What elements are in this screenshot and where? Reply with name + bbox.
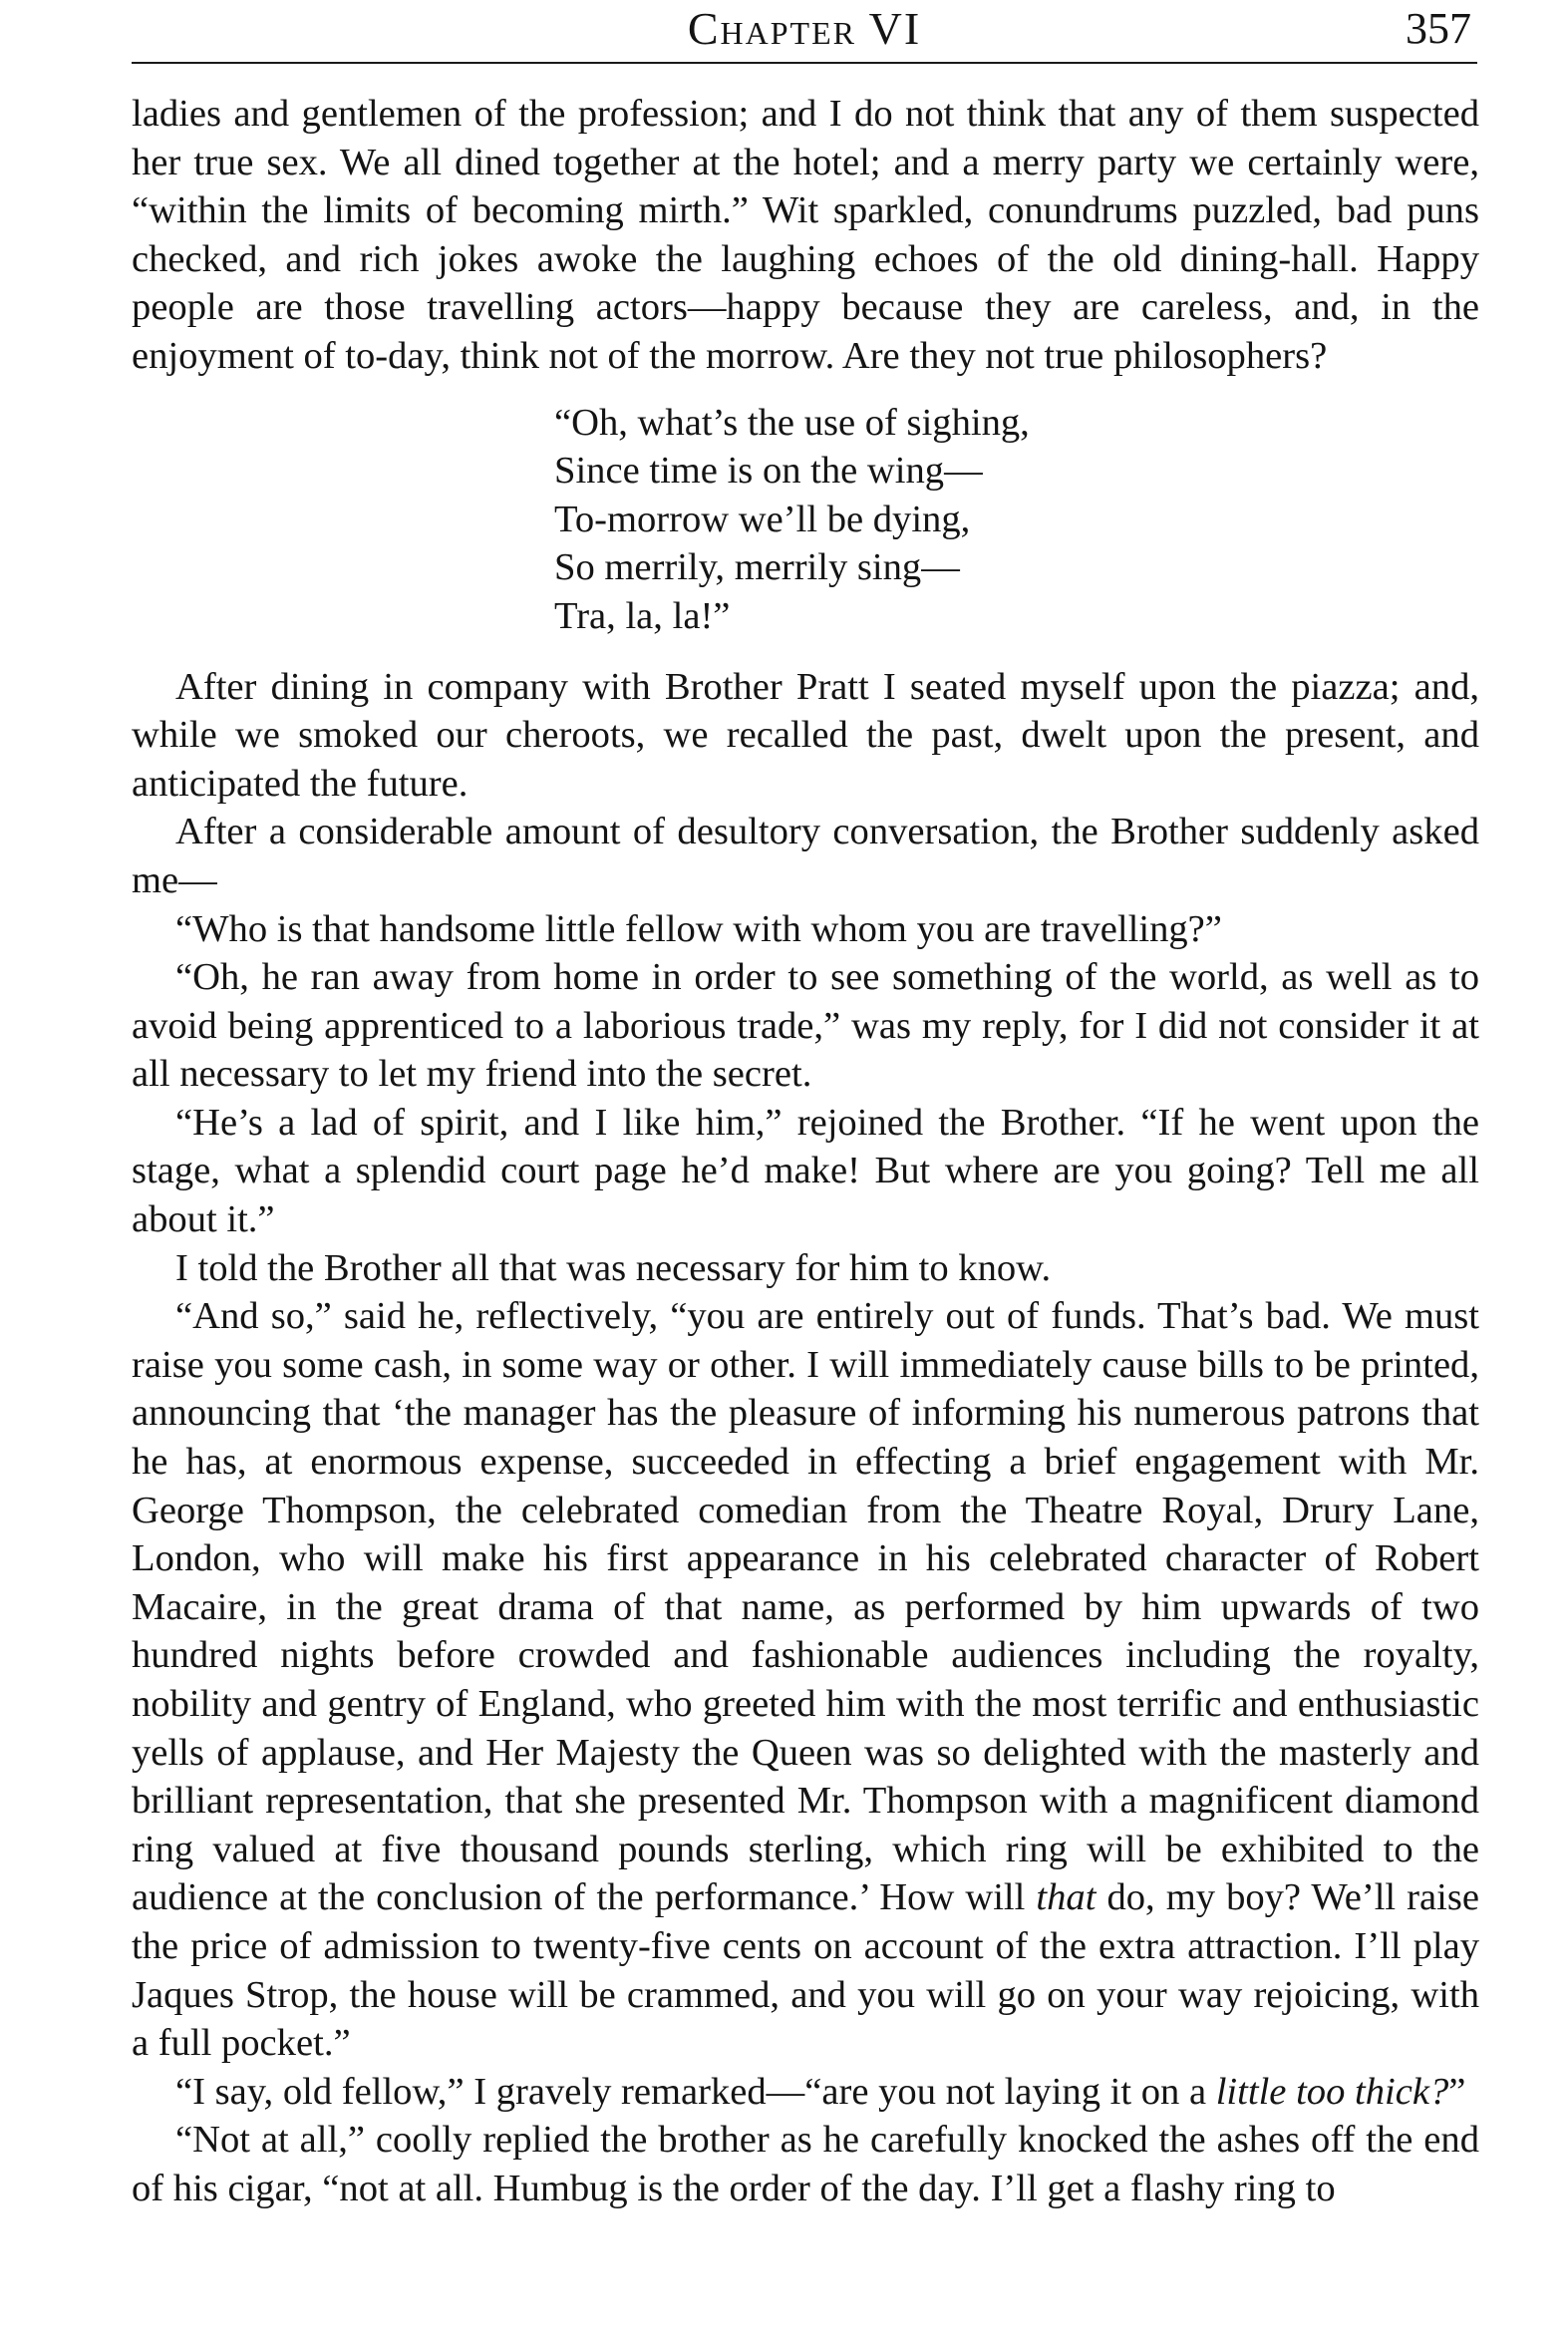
paragraph-7: I told the Brother all that was necessary for him to know. bbox=[175, 1246, 1052, 1289]
chapter-title: Chapter VI bbox=[687, 3, 922, 54]
verse-line-2: Since time is on the wing— bbox=[554, 450, 983, 493]
paragraph-9-end: ” bbox=[1448, 2070, 1466, 2113]
paragraph-2: After dining in company with Brother Pratt I seated myself upon the piazza; and, while we smoked our cheroots, we recalled the past, dwelt upon the present, and anticipated the future. bbox=[132, 665, 1479, 805]
paragraph-3: After a considerable amount of desultory conversation, the Brother suddenly asked me— bbox=[132, 811, 1479, 901]
verse-line-5: Tra, la, la!” bbox=[554, 594, 731, 637]
paragraph-9 bbox=[132, 2068, 1479, 2117]
paragraph-5: “Oh, he ran away from home in order to see something of the world, as well as to avoid being apprenticed to a laborious trade,” was my reply, for I did not consider it at all necessary to let my friend into the secret. bbox=[132, 956, 1479, 1096]
verse-line-1: “Oh, what’s the use of sighing, bbox=[554, 401, 1030, 444]
paragraph-10: “Not at all,” coolly replied the brother as he carefully knocked the ashes off the end of his cigar, “not at all. Humbug is the order of the day. I’ll get a flashy ring to bbox=[132, 2119, 1479, 2209]
body-text bbox=[132, 90, 1479, 2213]
paragraph-8 bbox=[132, 1292, 1479, 2068]
paragraph-9-italic: little too thick? bbox=[1215, 2070, 1449, 2113]
verse-block bbox=[554, 399, 1479, 641]
paragraph-1: ladies and gentlemen of the profession; and I do not think that any of them suspected her true sex. We all dined together at the hotel; and a merry party we certainly were, “within the limits of becoming mirth.” Wit sparkled, conundrums puzzled, bad puns checked, and rich jokes awoke the laughing echoes of the old dining-hall. Happy people are those travelling actors—happy because they are careless, and, in the enjoyment of to-day, think not of the morrow. Are they not true philosophers? bbox=[132, 93, 1479, 377]
paragraph-8-end: do, my boy? We’ll raise the price of admission to twenty-five cents on account of the extra attraction. I’ll play Jaques Strop, the house will be crammed, and you will go on your way rejoicing, with a full pocket.” bbox=[132, 1876, 1480, 2065]
verse-line-4: So merrily, merrily sing— bbox=[554, 546, 960, 589]
paragraph-8-italic: that bbox=[1036, 1876, 1097, 1919]
paragraph-9-text: “I say, old fellow,” I gravely remarked—“are you not laying it on a bbox=[175, 2070, 1216, 2113]
verse-line-3: To-morrow we’ll be dying, bbox=[554, 498, 971, 540]
paragraph-6: “He’s a lad of spirit, and I like him,” rejoined the Brother. “If he went upon the stage, what a splendid court page he’d make! But where are you going? Tell me all about it.” bbox=[132, 1101, 1479, 1241]
page-number: 357 bbox=[1406, 4, 1471, 53]
running-header bbox=[132, 0, 1477, 64]
paragraph-8-text: “And so,” said he, reflectively, “you are entirely out of funds. That’s bad. We must raise you some cash, in some way or other. I will immediately cause bills to be printed, announcing that ‘the manager has the pleasure of informing his numerous patrons that he has, at enormous expense, succeeded in effecting a brief engagement with Mr. George Thompson, the celebrated comedian from the Theatre Royal, Drury Lane, London, who will make his first appearance in his celebrated character of Robert Macaire, in the great drama of that name, as performed by him upwards of two hundred nights before crowded and fashionable audiences including the royalty, nobility and gentry of England, who greeted him with the most terrific and enthusiastic yells of applause, and Her Majesty the Queen was so delighted with the masterly and brilliant representation, that she presented Mr. Thompson with a magnificent diamond ring valued at five thousand pounds sterling, which ring will be exhibited to the audience at the conclusion of the performance.’ How will bbox=[132, 1295, 1479, 1919]
paragraph-4: “Who is that handsome little fellow with whom you are travelling?” bbox=[175, 907, 1222, 950]
